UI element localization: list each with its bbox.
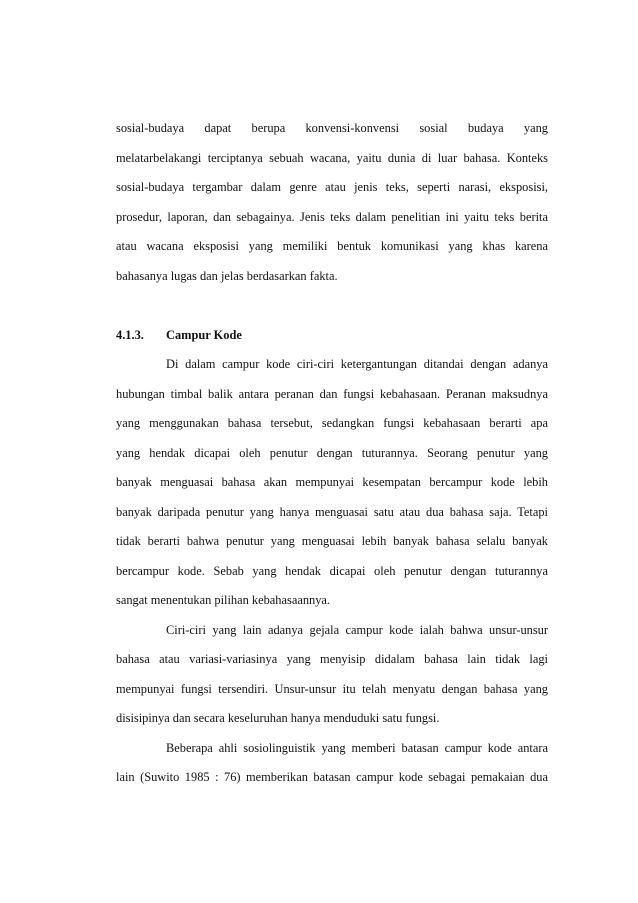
text-line: prosedur, laporan, dan sebagainya. Jenis teks dalam penelitian ini yaitu teks berita [116, 209, 548, 224]
text-line: atau wacana eksposisi yang memiliki bentuk komunikasi yang khas karena [116, 239, 548, 253]
text-line: Beberapa ahli sosiolinguistik yang memberi batasan campur kode antara [166, 740, 548, 755]
text-line: bercampur kode. Sebab yang hendak dicapai oleh penutur dengan tuturannya [116, 563, 548, 578]
text-line: sosial-budaya tergambar dalam genre atau jenis teks, seperti narasi, eksposisi, [116, 180, 548, 194]
text-line: lain (Suwito 1985 : 76) memberikan batasan campur kode sebagai pemakaian dua [116, 770, 548, 784]
text-line: hubungan timbal balik antara peranan dan fungsi kebahasaan. Peranan maksudnya [116, 386, 548, 401]
text-line: mempunyai fungsi tersendiri. Unsur-unsur itu telah menyatu dengan bahasa yang [116, 681, 548, 696]
paragraph-4 [116, 741, 548, 800]
text-line: bahasa atau variasi-variasinya yang menyisip didalam bahasa lain tidak lagi [116, 652, 548, 666]
paragraph-3 [116, 623, 548, 741]
section-title: Campur Kode [166, 327, 242, 342]
text-line: banyak daripada penutur yang hanya menguasai satu atau dua bahasa saja. Tetapi [116, 504, 548, 519]
text-line: Ciri-ciri yang lain adanya gejala campur kode ialah bahwa unsur-unsur [166, 622, 548, 637]
paragraph-1 [116, 121, 548, 298]
text-line: yang menggunakan bahasa tersebut, sedangkan fungsi kebahasaan berarti apa [116, 416, 548, 430]
page-body [116, 121, 548, 800]
section-heading [116, 328, 548, 358]
text-line: sosial-budaya dapat berupa konvensi-konvensi sosial budaya yang [116, 121, 548, 135]
text-line: tidak berarti bahwa penutur yang menguasai lebih banyak bahasa selalu banyak [116, 534, 548, 548]
text-line: melatarbelakangi terciptanya sebuah wacana, yaitu dunia di luar bahasa. Konteks [116, 150, 548, 165]
text-line: bahasanya lugas dan jelas berdasarkan fakta. [116, 268, 338, 283]
text-line: sangat menentukan pilihan kebahasaannya. [116, 593, 331, 607]
text-line: banyak menguasai bahasa akan mempunyai kesempatan bercampur kode lebih [116, 475, 548, 489]
text-line: Di dalam campur kode ciri-ciri ketergantungan ditandai dengan adanya [166, 357, 548, 371]
text-line: yang hendak dicapai oleh penutur dengan tuturannya. Seorang penutur yang [116, 445, 548, 460]
paragraph-spacer [116, 298, 548, 328]
section-number: 4.1.3. [116, 327, 144, 342]
text-line: disisipinya dan secara keseluruhan hanya menduduki satu fungsi. [116, 711, 440, 725]
paragraph-2 [116, 357, 548, 623]
